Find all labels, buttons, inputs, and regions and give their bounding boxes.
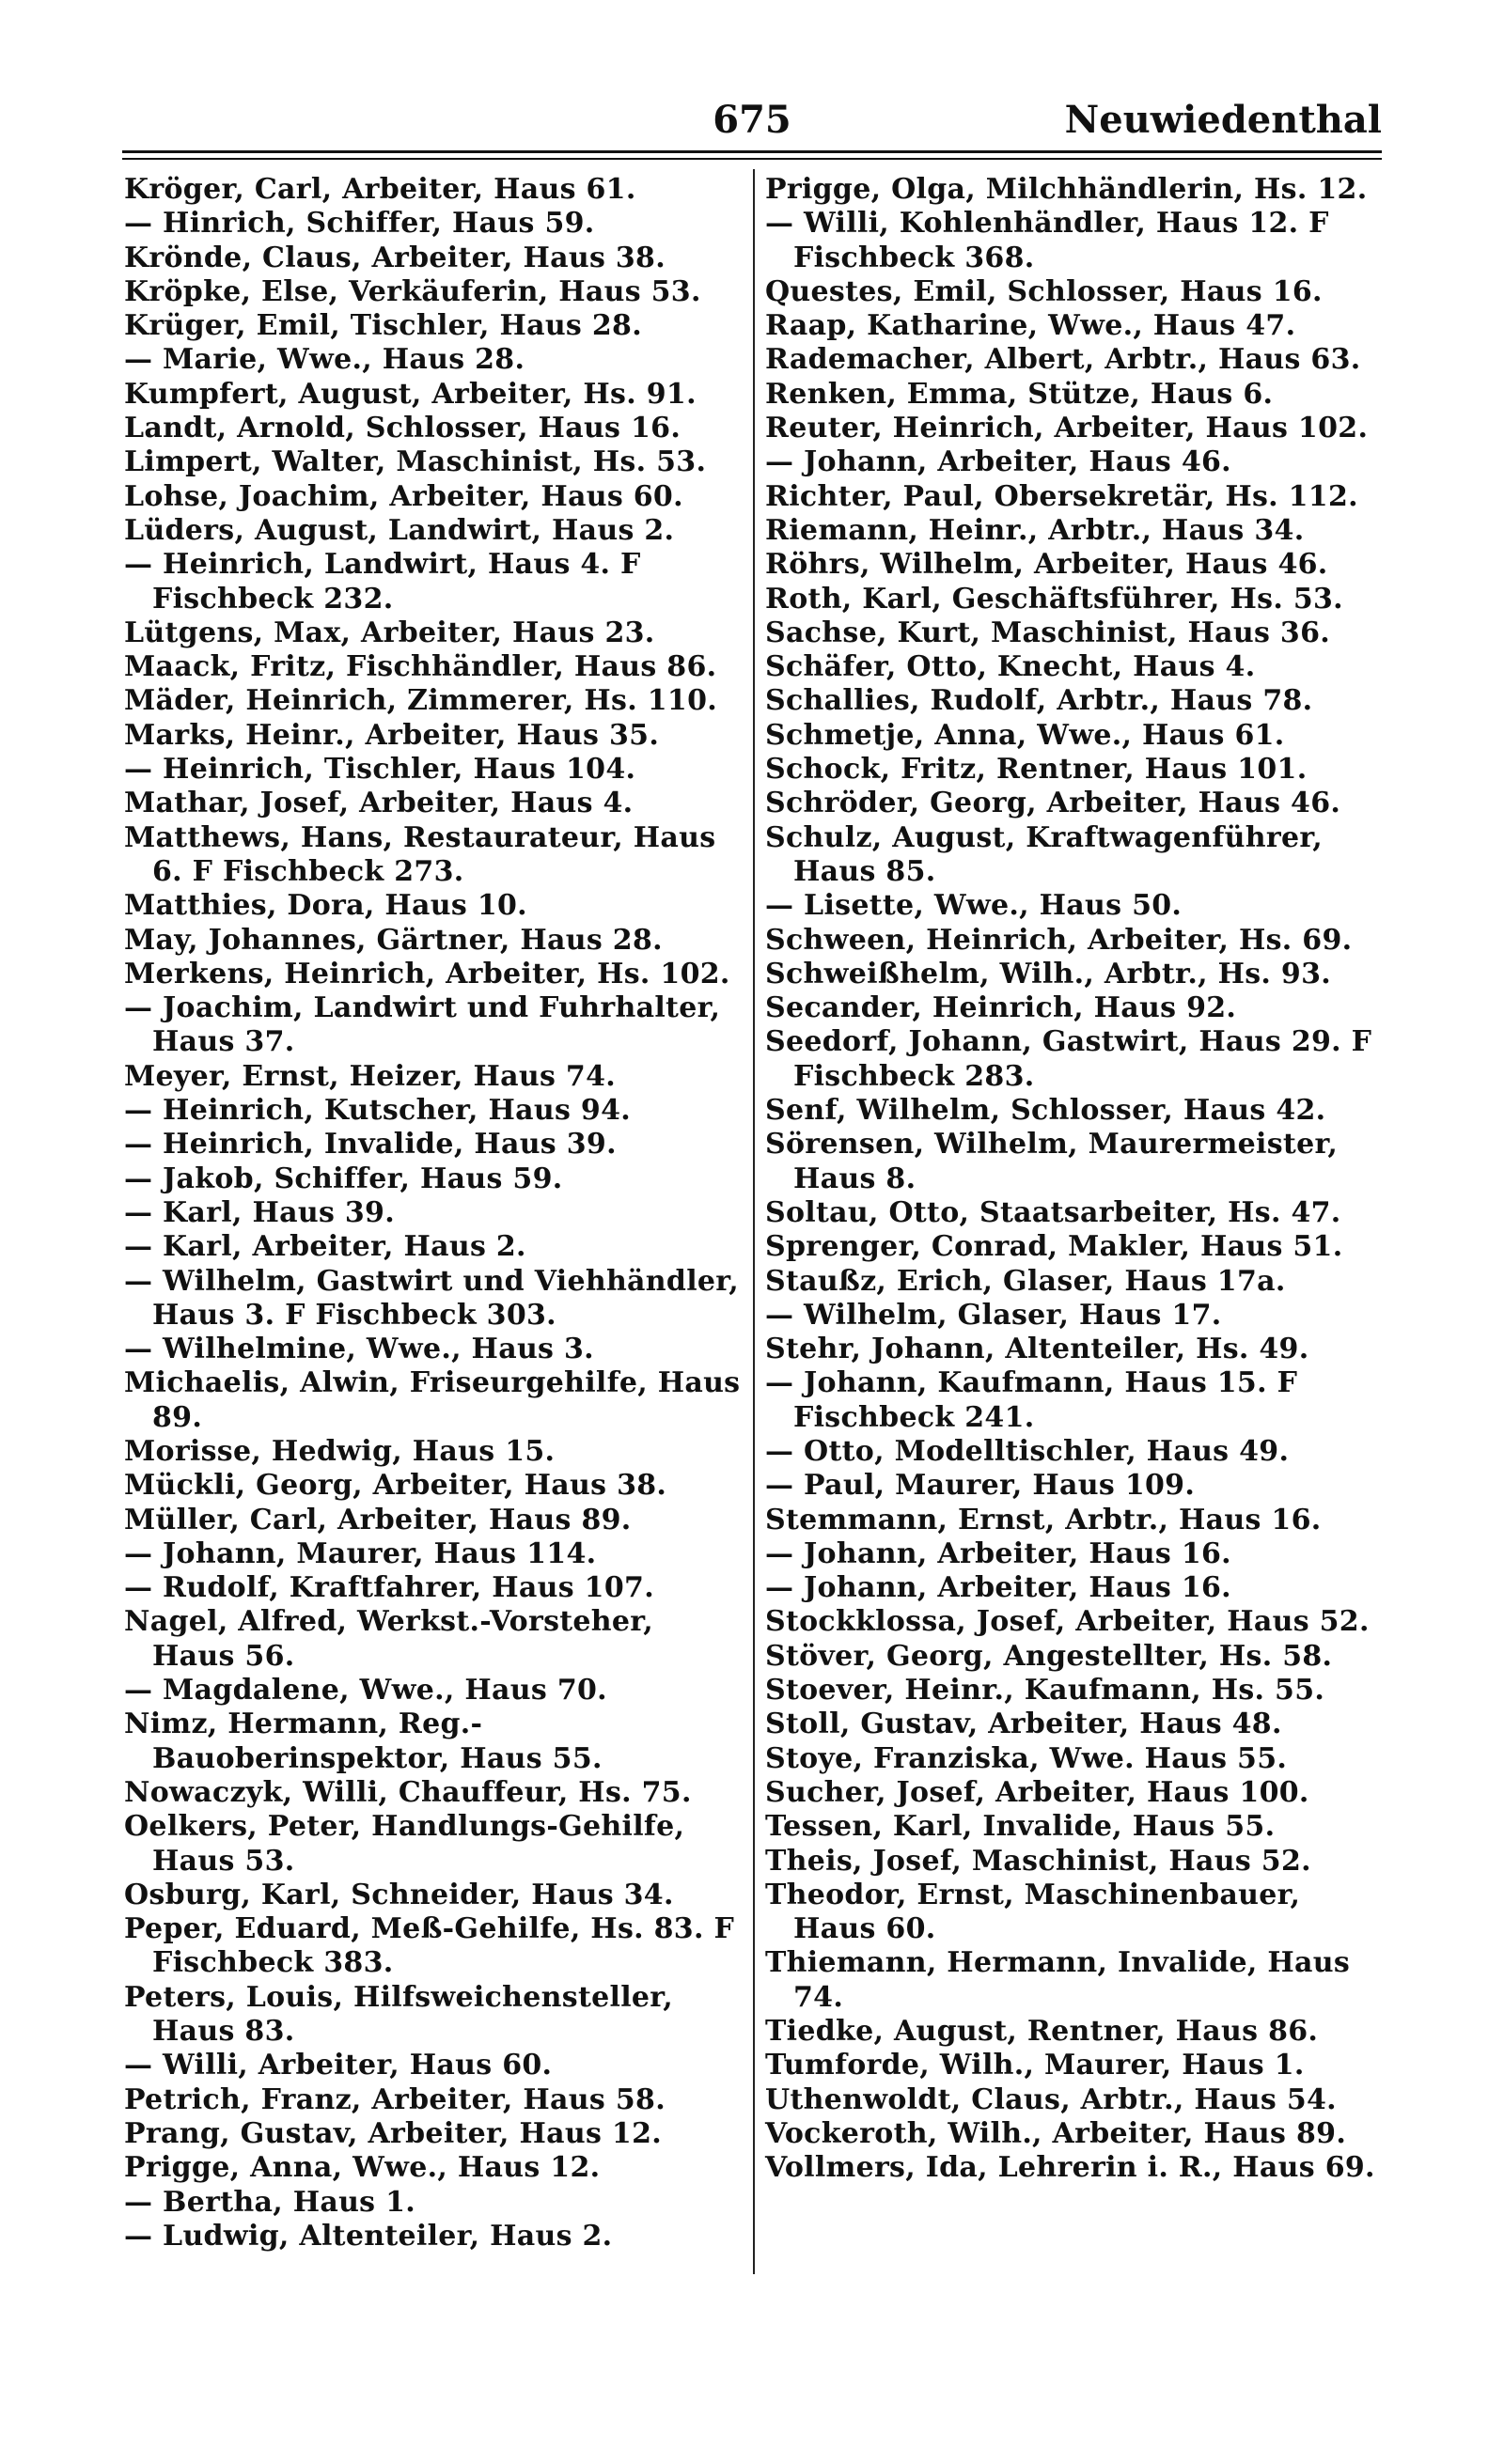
directory-entry: Stockklossa, Josef, Arbeiter, Haus 52.: [765, 1605, 1370, 1639]
directory-entry: — Hinrich, Schiffer, Haus 59.: [124, 207, 595, 241]
directory-entry: — Karl, Arbeiter, Haus 2.: [124, 1230, 526, 1264]
directory-entry: Rademacher, Albert, Arbtr., Haus 63.: [765, 343, 1361, 377]
directory-entry: Tumforde, Wilh., Maurer, Haus 1.: [765, 2049, 1305, 2082]
directory-entry: Prigge, Olga, Milchhändlerin, Hs. 12.: [765, 173, 1368, 206]
directory-entry: Questes, Emil, Schlosser, Haus 16.: [765, 274, 1323, 308]
running-head: Neuwiedenthal: [1064, 98, 1382, 142]
directory-entry: Stoye, Franziska, Wwe. Haus 55.: [765, 1741, 1288, 1775]
directory-entry: Maack, Fritz, Fischhändler, Haus 86.: [124, 650, 717, 684]
directory-entry: — Ludwig, Altenteiler, Haus 2.: [124, 2219, 613, 2253]
directory-entry: — Lisette, Wwe., Haus 50.: [765, 889, 1183, 923]
directory-entry: Nimz, Hermann, Reg.-Bauoberinspektor, Haus 55.: [124, 1708, 603, 1775]
directory-entry: Meyer, Ernst, Heizer, Haus 74.: [124, 1059, 617, 1093]
directory-entry: Staußz, Erich, Glaser, Haus 17a.: [765, 1264, 1286, 1298]
directory-entry: — Johann, Arbeiter, Haus 16.: [765, 1536, 1231, 1570]
directory-entry: Mäder, Heinrich, Zimmerer, Hs. 110.: [124, 684, 717, 718]
directory-entry: Stemmann, Ernst, Arbtr., Haus 16.: [765, 1503, 1322, 1536]
directory-entry: May, Johannes, Gärtner, Haus 28.: [124, 923, 663, 957]
directory-entry: Vollmers, Ida, Lehrerin i. R., Haus 69.: [765, 2151, 1375, 2185]
directory-entry: — Jakob, Schiffer, Haus 59.: [124, 1162, 563, 1195]
directory-entry: Schween, Heinrich, Arbeiter, Hs. 69.: [765, 923, 1353, 957]
directory-entry: — Heinrich, Tischler, Haus 104.: [124, 753, 636, 787]
directory-entry: Limpert, Walter, Maschinist, Hs. 53.: [124, 445, 707, 479]
directory-entry: Stoever, Heinr., Kaufmann, Hs. 55.: [765, 1674, 1325, 1708]
directory-entry: Osburg, Karl, Schneider, Haus 34.: [124, 1878, 674, 1911]
directory-entry: Matthies, Dora, Haus 10.: [124, 889, 527, 923]
directory-entry: — Heinrich, Landwirt, Haus 4. F Fischbeck 232.: [124, 548, 641, 616]
directory-entry: — Johann, Arbeiter, Haus 46.: [765, 445, 1231, 479]
directory-entry: — Heinrich, Invalide, Haus 39.: [124, 1128, 617, 1162]
directory-entry: Oelkers, Peter, Handlungs-Gehilfe, Haus 53.: [124, 1810, 685, 1878]
directory-entry: Michaelis, Alwin, Friseurgehilfe, Haus 89.: [124, 1366, 741, 1434]
directory-entry: Sprenger, Conrad, Makler, Haus 51.: [765, 1230, 1343, 1264]
directory-entry: Tiedke, August, Rentner, Haus 86.: [765, 2015, 1319, 2049]
directory-entry: Röhrs, Wilhelm, Arbeiter, Haus 46.: [765, 548, 1328, 582]
directory-entry: Schmetje, Anna, Wwe., Haus 61.: [765, 718, 1285, 752]
directory-entry: Marks, Heinr., Arbeiter, Haus 35.: [124, 718, 660, 752]
header-rule-double: [122, 158, 1382, 160]
directory-entry: — Wilhelm, Gastwirt und Viehhändler, Haus 3. F Fischbeck 303.: [124, 1264, 739, 1332]
directory-entry: Theis, Josef, Maschinist, Haus 52.: [765, 1844, 1311, 1878]
directory-entry: Sörensen, Wilhelm, Maurermeister, Haus 8.: [765, 1128, 1339, 1195]
directory-entry: Peper, Eduard, Meß-Gehilfe, Hs. 83. F Fischbeck 383.: [124, 1912, 735, 1980]
directory-entry: — Bertha, Haus 1.: [124, 2185, 416, 2219]
directory-entry: Lüders, August, Landwirt, Haus 2.: [124, 513, 675, 547]
page-number: 675: [713, 98, 791, 142]
directory-entry: — Paul, Maurer, Haus 109.: [765, 1469, 1196, 1503]
directory-entry: — Joachim, Landwirt und Fuhrhalter, Haus 37.: [124, 991, 721, 1059]
directory-entry: Schallies, Rudolf, Arbtr., Haus 78.: [765, 684, 1313, 718]
directory-entry: — Heinrich, Kutscher, Haus 94.: [124, 1094, 632, 1128]
column-divider: [753, 169, 755, 2274]
directory-entry: Soltau, Otto, Staatsarbeiter, Hs. 47.: [765, 1195, 1341, 1229]
directory-entry: Roth, Karl, Geschäftsführer, Hs. 53.: [765, 582, 1343, 616]
directory-entry: — Willi, Kohlenhändler, Haus 12. F Fischbeck 368.: [765, 207, 1329, 274]
directory-entry: Seedorf, Johann, Gastwirt, Haus 29. F Fischbeck 283.: [765, 1025, 1372, 1093]
directory-entry: Müller, Carl, Arbeiter, Haus 89.: [124, 1503, 632, 1536]
directory-entry: — Wilhelmine, Wwe., Haus 3.: [124, 1333, 594, 1366]
left-column: [124, 173, 744, 2253]
directory-entry: Schock, Fritz, Rentner, Haus 101.: [765, 753, 1308, 787]
directory-entry: Kröpke, Else, Verkäuferin, Haus 53.: [124, 274, 701, 308]
page-header: [122, 98, 1382, 145]
right-column: [765, 173, 1386, 2186]
directory-entry: Matthews, Hans, Restaurateur, Haus 6. F Fischbeck 273.: [124, 820, 716, 888]
directory-entry: Schweißhelm, Wilh., Arbtr., Hs. 93.: [765, 957, 1331, 990]
directory-entry: Schäfer, Otto, Knecht, Haus 4.: [765, 650, 1256, 684]
directory-entry: Nowaczyk, Willi, Chauffeur, Hs. 75.: [124, 1775, 692, 1809]
directory-entry: — Willi, Arbeiter, Haus 60.: [124, 2049, 553, 2082]
directory-entry: — Johann, Arbeiter, Haus 16.: [765, 1571, 1231, 1605]
directory-entry: Raap, Katharine, Wwe., Haus 47.: [765, 309, 1296, 343]
directory-entry: Stoll, Gustav, Arbeiter, Haus 48.: [765, 1708, 1282, 1741]
directory-entry: — Marie, Wwe., Haus 28.: [124, 343, 525, 377]
directory-entry: Senf, Wilhelm, Schlosser, Haus 42.: [765, 1094, 1326, 1128]
directory-entry: Morisse, Hedwig, Haus 15.: [124, 1434, 556, 1468]
directory-entry: — Johann, Kaufmann, Haus 15. F Fischbeck 241.: [765, 1366, 1298, 1434]
directory-entry: Tessen, Karl, Invalide, Haus 55.: [765, 1810, 1276, 1844]
directory-entry: Krönde, Claus, Arbeiter, Haus 38.: [124, 241, 666, 274]
directory-entry: — Otto, Modelltischler, Haus 49.: [765, 1434, 1290, 1468]
header-rule: [122, 150, 1382, 153]
directory-entry: Merkens, Heinrich, Arbeiter, Hs. 102.: [124, 957, 730, 990]
directory-entry: Riemann, Heinr., Arbtr., Haus 34.: [765, 513, 1305, 547]
directory-entry: Peters, Louis, Hilfsweichensteller, Haus 83.: [124, 1980, 673, 2049]
directory-entry: Mathar, Josef, Arbeiter, Haus 4.: [124, 787, 634, 820]
directory-entry: — Karl, Haus 39.: [124, 1195, 395, 1229]
directory-entry: Secander, Heinrich, Haus 92.: [765, 991, 1237, 1025]
directory-entry: Schulz, August, Kraftwagenführer, Haus 85.: [765, 820, 1323, 888]
directory-entry: Landt, Arnold, Schlosser, Haus 16.: [124, 412, 682, 445]
directory-entry: Lütgens, Max, Arbeiter, Haus 23.: [124, 616, 655, 649]
directory-entry: Renken, Emma, Stütze, Haus 6.: [765, 377, 1274, 411]
directory-entry: Theodor, Ernst, Maschinenbauer, Haus 60.: [765, 1878, 1301, 1946]
directory-entry: Prigge, Anna, Wwe., Haus 12.: [124, 2151, 601, 2185]
directory-entry: Richter, Paul, Obersekretär, Hs. 112.: [765, 479, 1358, 513]
directory-entry: — Johann, Maurer, Haus 114.: [124, 1536, 597, 1570]
directory-entry: — Wilhelm, Glaser, Haus 17.: [765, 1298, 1222, 1332]
directory-entry: Kröger, Carl, Arbeiter, Haus 61.: [124, 173, 636, 206]
directory-entry: Nagel, Alfred, Werkst.-Vorsteher, Haus 56.: [124, 1605, 653, 1673]
directory-entry: Lohse, Joachim, Arbeiter, Haus 60.: [124, 479, 683, 513]
directory-entry: Sucher, Josef, Arbeiter, Haus 100.: [765, 1775, 1309, 1809]
directory-entry: Kumpfert, August, Arbeiter, Hs. 91.: [124, 377, 697, 411]
directory-entry: Krüger, Emil, Tischler, Haus 28.: [124, 309, 642, 343]
directory-entry: Uthenwoldt, Claus, Arbtr., Haus 54.: [765, 2082, 1337, 2116]
directory-entry: — Magdalene, Wwe., Haus 70.: [124, 1674, 607, 1708]
directory-entry: — Rudolf, Kraftfahrer, Haus 107.: [124, 1571, 654, 1605]
directory-entry: Mückli, Georg, Arbeiter, Haus 38.: [124, 1469, 667, 1503]
directory-entry: Schröder, Georg, Arbeiter, Haus 46.: [765, 787, 1341, 820]
directory-entry: Prang, Gustav, Arbeiter, Haus 12.: [124, 2116, 662, 2150]
directory-entry: Petrich, Franz, Arbeiter, Haus 58.: [124, 2082, 666, 2116]
directory-entry: Reuter, Heinrich, Arbeiter, Haus 102.: [765, 412, 1369, 445]
directory-entry: Stehr, Johann, Altenteiler, Hs. 49.: [765, 1333, 1309, 1366]
directory-entry: Thiemann, Hermann, Invalide, Haus 74.: [765, 1946, 1351, 2014]
directory-entry: Stöver, Georg, Angestellter, Hs. 58.: [765, 1639, 1333, 1673]
directory-entry: Vockeroth, Wilh., Arbeiter, Haus 89.: [765, 2116, 1347, 2150]
directory-entry: Sachse, Kurt, Maschinist, Haus 36.: [765, 616, 1331, 649]
